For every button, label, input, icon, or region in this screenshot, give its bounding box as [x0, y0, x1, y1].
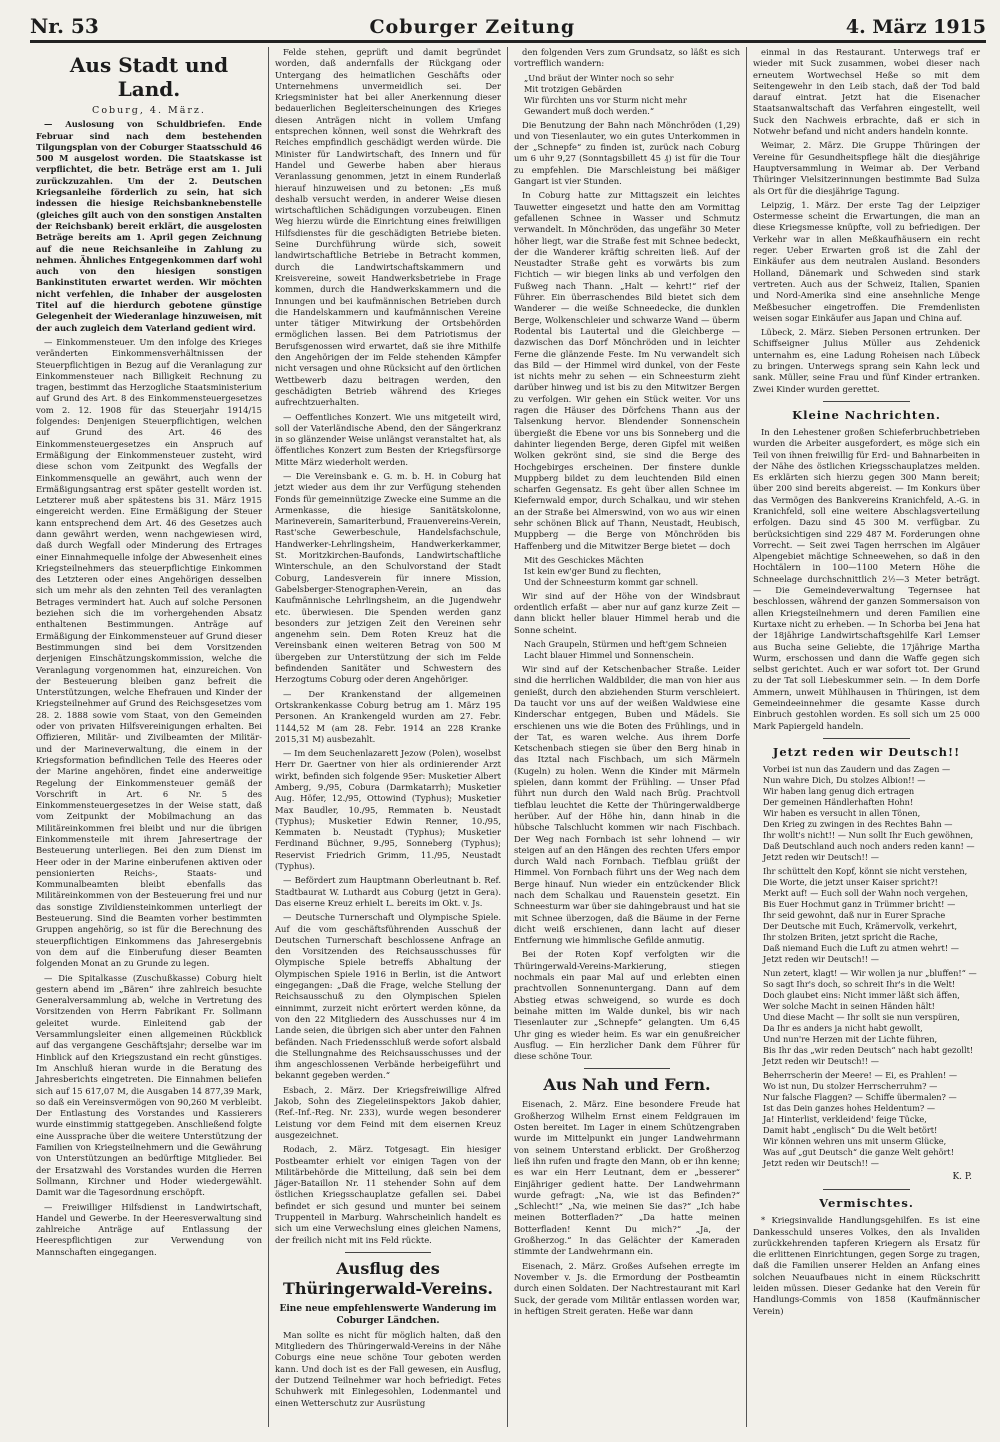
section-heading-ausflug: Ausflug des Thüringerwald-Vereins. [282, 1258, 493, 1298]
article-befoerdert: — Befördert zum Hauptmann Oberleutnant b. Ref. Stadtbaurat W. Luthardt aus Coburg (jetzt in Gera). Das eiserne Kreuz erhielt L. bereits im Okt. v. Js. [275, 875, 501, 908]
poem-title: Jetzt reden wir Deutsch!! [772, 744, 961, 759]
masthead [30, 12, 986, 38]
article-weimar: Weimar, 2. März. Die Gruppe Thüringen der Vereine für Gesundheitspflege hält die diesjährige Hauptversammlung in Weimar ab. Der Verband Thüringer Vielsitzerinnungen bestimmte Bad Sulza als Ort für die diesjährige Tagung. [753, 140, 980, 196]
section-heading-vermischtes: Vermischtes. [819, 1196, 914, 1211]
article-esbach: Esbach, 2. März. Der Kriegsfreiwillige Alfred Jakob, Sohn des Ziegeleiinspektors Jakob dahier, (Ref.-Inf.-Reg. Nr. 233), wurde wegen besonderer Leistung vor dem Feind mit dem eisernen Kreuz ausgezeichnet. [275, 1084, 501, 1140]
verse-line: Nur falsche Flaggen? — Schiffe übermalen? — [763, 1091, 957, 1102]
column-3 [508, 47, 747, 1427]
verse-line: Wer solche Macht in seinen Händen hält! [763, 1000, 935, 1011]
verse-line: Wir fürchten uns vor Sturm nicht mehr [524, 94, 687, 105]
verse-line: Und nun're Herzen mit der Lichte führen, [763, 1033, 938, 1044]
verse-winter [514, 73, 740, 117]
verse-line: Was auf „gut Deutsch“ die ganze Welt gehört! [763, 1146, 954, 1157]
verse-line: Der Deutsche mit Euch, Krämervolk, verkehrt, [763, 920, 958, 931]
section-heading-local: Aus Stadt und Land. [69, 53, 229, 101]
article-luebeck: Lübeck, 2. März. Sieben Personen ertrunken. Der Schiffseigner Julius Müller aus Zehdenick unternahm es, eine Ladung Roheisen nach Lübeck zu bringen. Unterwegs sprang sein Kahn leck und sank. Müller, seine Frau und fünf Kinder ertranken. Zwei Kinder wurden gerettet. [753, 327, 980, 394]
verse-line: Merkt auf! — Euch soll der Wahn noch vergehen, [763, 887, 969, 898]
verse-line: Den Krieg zu zwingen in des Rechtes Bahn — [763, 818, 953, 829]
poem-stanza-4 [753, 1070, 980, 1169]
verse-line: Ist kein ew'ger Bund zu flechten, [524, 565, 662, 576]
divider [823, 738, 909, 739]
article-ausflug-bahn: Die Benutzung der Bahn nach Mönchröden (1,29) und von Tiesenlauter, wo ein gutes Unterkommen in der „Schnepfe“ zu finden ist, zurück nach Coburg um 6 uhr 9,27 (Sonntagsbillett 45 ₰) ist für die Tour zu empfehlen. Die Marschleistung bei mäßiger Gangart ist vier Stunden. [514, 119, 740, 187]
column-2 [269, 47, 508, 1427]
verse-line: Ja! Hinterlist, verkleidend' feige Tücke, [763, 1113, 927, 1124]
article-eisenach-cont: einmal in das Restaurant. Unterwegs traf er wieder mit Suck zusammen, wobei dieser nach erneutem Wortwechsel Heße so mit dem Seitengewehr in den Leib stach, daß der Tod bald darauf eintrat. Jetzt hat die Eisenacher Staatsanwaltschaft das Verfahren eingestellt, weil Suck den Nachweis erbrachte, daß er sich in Notwehr befand und nicht anders handeln konnte. [753, 47, 980, 137]
divider [584, 1068, 670, 1069]
verse-line: Nun zetert, klagt! — Wir wollen ja nur „bluffen!“ — [763, 967, 977, 978]
verse-line: Ihr schüttelt den Kopf, könnt sie nicht verstehen, [763, 865, 968, 876]
verse-geschick [514, 555, 740, 588]
verse-line: Damit habt „englisch“ Du die Welt betört! [763, 1124, 938, 1135]
verse-line: Die Worte, die jetzt unser Kaiser spricht?! [763, 876, 938, 887]
section-heading-nah-fern: Aus Nah und Fern. [543, 1075, 711, 1095]
verse-line: Ihr stolzen Briten, jetzt spricht die Rache, [763, 931, 938, 942]
verse-line: Jetzt reden wir Deutsch!! — [763, 851, 879, 862]
verse-line: Und diese Macht — Ihr sollt sie nun verspüren, [763, 1011, 960, 1022]
verse-line: Ihr seid gewohnt, daß nur in Eurer Sprache [763, 909, 946, 920]
verse-line: So sagt Ihr's doch, so schreit Ihr's in die Welt! [763, 978, 956, 989]
verse-line: Wir haben es versucht in allen Tönen, [763, 807, 921, 818]
divider [823, 401, 909, 402]
article-ausflug-cont: den folgenden Vers zum Grundsatz, so läßt es sich vortrefflich wandern: [514, 47, 740, 69]
verse-line: Lacht blauer Himmel und Sonnenschein. [524, 650, 694, 661]
verse-line: Bis Ihr das „wir reden Deutsch“ nach habt gezollt! [763, 1044, 974, 1055]
poem-stanza-2 [753, 866, 980, 965]
verse-line: Jetzt reden wir Deutsch!! — [763, 953, 879, 964]
divider [345, 1252, 431, 1253]
page-columns [30, 47, 986, 1427]
article-spitalkasse: — Die Spitalkasse (Zuschußkasse) Coburg hielt gestern abend im „Bären“ ihre zahlreich besuchte Generalversammlung ab, welche in Vertretung des Vorsitzenden von Herrn Fabrikant Fr. Sollmann geleitet wurde. Einleitend gab der Versammlungsleiter einen allgemeinen Rückblick auf das vergangene Geschäftsjahr; derselbe war im Hinblick auf den Kriegszustand ein recht günstiges. Im Anschluß hieran wurde in die Beratung des Jahresberichts eingetreten. Die Einnahmen beliefen sich auf 15 617,07 M, die Ausgaben 14 877,39 Mark, so daß ein Vereinsvermögen von 90,260 M verbleibt. Der Entlastung des Vorstandes und Kassierers wurde einstimmig stattgegeben. Anschließend folgte eine Aussprache über die weitere Unterstützung der Familien von Kriegsteilnehmern und die Gewährung von Unterstützungen an bedürftige Mitglieder. Bei der Ersatzwahl des Vorstandes wurden die Herren Sollmann, Kirchner und Hoder wiedergewählt. Damit war die Tagesordnung erschöpft. [36, 972, 262, 1198]
poem-stanza-1 [753, 764, 980, 863]
verse-line: Mit trotzigen Gebärden [524, 83, 622, 94]
article-krankenstand: — Der Krankenstand der allgemeinen Ortskrankenkasse Coburg betrug am 1. März 195 Personen. An Krankengeld wurden am 27. Febr. 1144,52 M (am 28. Febr. 1914 an 228 Kranke 2015,31 M) ausbezahlt. [275, 688, 501, 744]
newspaper-title: Coburger Zeitung [369, 16, 576, 38]
article-eisenach-1: Eisenach, 2. März. Eine besondere Freude hat Großherzog Wilhelm Ernst einem Feldgrauen im Osten bereitet. Im Lager in einem Schützengraben wurde im Mittelpunkt ein junger Landwehrmann von seinem Unterstand erblickt. Der Großherzog ließ ihn rufen und fragte den Mann, ob er ihn kenne; es war ein Herr Leutnant, dem er „besserer“ Einjähriger gedient hatte. Der Landwehrmann wurde gefragt: „Na, wie ist das Befinden?“ „Schlecht!“ „Na, wie meinen Sie das?“ „Ich habe meinen Botterfladen?“ „Da hatte meinen Botterfladen! Kennt Du mich?“ „Ja, der Großherzog.“ In das Gelächter der Kameraden stimmte der Landwehrmann ein. [514, 1099, 740, 1257]
article-ausflug: Man sollte es nicht für möglich halten, daß den Mitgliedern des Thüringerwald-Vereins in der Nähe Coburgs eine neue schöne Tour geboten werden kann. Und doch ist es der Fall gewesen, ein Ausflug, der Dutzend Teilnehmer war hoch befriedigt. Fetes Schuhwerk mit Einlegesohlen, Lodenmantel und einen Wetterschutz zur Ausrüstung [275, 1329, 501, 1408]
article-ausflug-ende: Bei der Roten Kopf verfolgten wir die Thüringerwald-Vereins-Markierung, stiegen nochmals ein paar Mal auf und erlebten einen prachtvollen Sonnenuntergang. Dann auf dem Abstieg etwas schweigend, so wurde es doch beinahe mitten im Walde dunkel, bis wir nach Tiesenlauter zur „Schnepfe“ gelangten. Um 6,45 Uhr ging es wieder heim. Es war ein genußreicher Ausflug. — Ein herzlicher Dank dem Führer für diese schöne Tour. [514, 949, 740, 1062]
article-leipzig: Leipzig, 1. März. Der erste Tag der Leipziger Ostermesse scheint die Erwartungen, die man an diese Kriegsmesse knüpfte, voll zu befriedigen. Der Verkehr war in allen Meßkaufhäusern ein recht reger. Ueber Erwarten groß ist die Zahl der Einkäufer aus dem neutralen Ausland. Besonders Holland, Dänemark und Schweden sind stark vertreten. Auch aus der Schweiz, Italien, Spanien und Nord-Amerika sind eine ansehnliche Menge Meßbesucher eingetroffen. Die Fremdenlisten weisen sogar Einkäufer aus Japan und China auf. [753, 199, 980, 323]
section-heading-kleine-nachrichten: Kleine Nachrichten. [792, 407, 941, 422]
verse-line: Daß Deutschland auch noch anders reden kann! — [763, 840, 975, 851]
article-konzert: — Oeffentliches Konzert. Wie uns mitgeteilt wird, soll der Vaterländische Abend, den der Sängerkranz in so glänzender Weise unlängst veranstaltet hat, als öffentliches Konzert zum Besten der Kriegsfürsorge Mitte März wiederholt werden. [275, 411, 501, 467]
verse-line: Nun wahre Dich, Du stolzes Albion!! — [763, 774, 926, 785]
article-handlungsgehilfen: * Kriegsinvalide Handlungsgehilfen. Es ist eine Dankesschuld unseres Volkes, den als Invaliden zurückkehrenden tapferen Kriegern als Ersatz für die erlittenen Einrichtungen, gegen Sorge zu tragen, daß die Familien unserer Helden an Anfang eines solchen Neuaufbaues nicht in einem Rückschritt leiden müssen. Dieser Gedanke hat den Verein für Handlungs-Commis von 1858 (Kaufmännischer Verein) [753, 1215, 980, 1316]
dateline: Coburg, 4. März. [92, 105, 206, 116]
issue-number: Nr. 53 [30, 14, 99, 38]
verse-line: Vorbei ist nun das Zaudern und das Zagen — [763, 763, 951, 774]
divider [823, 1189, 909, 1190]
verse-line: Wir haben lang genug dich ertragen [763, 785, 915, 796]
verse-line: Wo ist nun, Du stolzer Herrscherruhm? — [763, 1080, 938, 1091]
verse-line: Ihr wollt's nicht!! — Nun sollt Ihr Euch gewöhnen, [763, 829, 974, 840]
article-schuldbriefe: — Auslosung von Schuldbriefen. Ende Februar sind nach dem bestehenden Tilgungsplan von der Coburger Staatsschuld 46 500 M ausgelost worden. Die Staatskasse ist verpflichtet, die betr. Beträge erst am 1. Juli zurückzuzahlen. Um der 2. Deutschen Kriegsanleihe förderlich zu sein, hat sich indessen die hiesige Reichsbanknebenstelle (gleiches gilt auch von den sonstigen Anstalten der Reichsbank) bereit erklärt, die ausgelosten Beträge bereits am 1. April gegen Zeichnung auf die neue Reichsanleihe in Zahlung zu nehmen. Ähnliches Entgegenkommen darf wohl auch von den hiesigen sonstigen Bankinstituten erwartet werden. Wir möchten nicht verfehlen, die Inhaber der ausgelosten Titel auf die hierdurch gebotene günstige Gelegenheit der Wiederanlage hinzuweisen, mit der auch zugleich dem Vaterland gedient wird. [36, 119, 262, 333]
verse-line: Ist das Dein ganzes hohes Heldentum? — [763, 1102, 936, 1113]
verse-graupeln [514, 639, 740, 661]
subheading-ausflug: Eine neue empfehlenswerte Wanderung im Coburger Ländchen. [279, 1303, 497, 1326]
article-hilfsdienst-cont: Felde stehen, geprüft und damit begründet worden, daß andernfalls der Rückgang oder Untergang des heimatlichen Geschäfts oder Unternehmens unvermeidlich sei. Der Kriegsminister hat bei aller Anerkennung dieser bedauerlichen Begleiterscheinungen des Krieges diesen Anträgen nicht in vollem Umfang entsprechen können, weil sonst die Wehrkraft des Reiches empfindlich geschädigt werden würde. Die Minister für Landwirtschaft, des Innern und für Handel und Gewerbe haben aber hieraus Veranlassung genommen, jetzt in einem Runderlaß hierauf hinzuweisen und zu betonen: „Es muß deshalb versucht werden, in anderer Weise diesen wirtschaftlichen Schädigungen vorzubeugen. Einen Weg hierzu würde die Einrichtung eines freiwilligen Hilfsdienstes für die geschädigten Betriebe bieten. Seine Durchführung würde sich, soweit landwirtschaftliche Betriebe in Betracht kommen, durch die Landwirtschaftskammern und Kreisvereine, soweit Handwerksbetriebe in Frage kommen, durch die Handwerkskammern und die Innungen und bei kaufmännischen Betrieben durch die Handelskammern und kaufmännischen Vereine unter tätiger Mitwirkung der Ortsbehörden ermöglichen lassen. Bei dem Patriotismus der Berufsgenossen wird erwartet, daß sie ihre Mithilfe den Angehörigen der im Felde stehenden Kämpfer nicht versagen und ohne Rücksicht auf den örtlichen Wettbewerb dazu beitragen werden, den geschädigten Betrieb während des Krieges aufrechtzuerhalten. [275, 47, 501, 408]
article-seuchenlazarett: — Im dem Seuchenlazarett Jezow (Polen), woselbst Herr Dr. Gaertner von hier als ordinierender Arzt wirkt, befinden sich folgende 95er: Musketier Albert Amberg, 9./95, Cobura (Darmkatarrh); Musketier Aug. Höfer, 12./95, Ottowind (Typhus); Musketier Max Baudler, 10./95, Remmaten b. Neustadt (Typhus); Musketier Edwin Renner, 10./95, Kemmaten b. Neustadt (Typhus); Musketier Ferdinand Büchner, 9./95, Sonneberg (Typhus); Reservist Friedrich Grimm, 11./95, Neustadt (Typhus). [275, 748, 501, 872]
article-vereinsbank: — Die Vereinsbank e. G. m. b. H. in Coburg hat jetzt wieder aus dem ihr zur Verfügung stehenden Fonds für gemeinnützige Zwecke eine Summe an die Armenkasse, die hiesige Sanitätskolonne, Marineverein, Samariterbund, Frauenvereins-Verein, Rast'sche Gewerbeschule, Handelsfachschule, Handwerker-Lehrlingsheim, Handwerkerkammer, St. Moritzkirchen-Baufonds, Landwirtschaftliche Winterschule, an den Schulvorstand der Stadt Coburg, Landesverein für innere Mission, Gabelsberger-Stenographen-Verein, an das Kaufmännische Lehrlingsheim, an die Jugendwehr etc. überwiesen. Die Spenden werden ganz besonders zur jetzigen Zeit den Vereinen sehr angenehm sein. Dem Roten Kreuz hat die Vereinsbank einen weiteren Betrag von 500 M übergeben zur Unterstützung der sich im Felde befindenden Sanitäter und Schwestern des Herzogtums Coburg oder deren Angehöriger. [275, 470, 501, 685]
verse-line: Und der Schneesturm kommt gar schnell. [524, 576, 699, 587]
poem-signature: K. P. [952, 1171, 972, 1182]
verse-line: Jetzt reden wir Deutsch!! — [763, 1055, 879, 1066]
verse-line: „Und bräut der Winter noch so sehr [524, 72, 674, 83]
verse-line: Mit des Geschickes Mächten [524, 554, 644, 565]
article-rodach: Rodach, 2. März. Totgesagt. Ein hiesiger Postbeamter erhielt vor einigen Tagen von der Militärbehörde die Mitteilung, daß sein bei dem Jäger-Bataillon Nr. 11 stehender Sohn auf dem östlichen Kriegsschauplatze gefallen sei. Dabei befindet er sich gesund und munter bei seinem Truppenteil in Marburg. Wahrscheinlich handelt es sich um eine Verwechslung eines gleichen Namens, der freilich nicht mit ins Feld rückte. [275, 1144, 501, 1245]
article-eisenach-2: Eisenach, 2. März. Großes Aufsehen erregte im November v. Js. die Ermordung der Postbeamtin durch einen Soldaten. Der Nachtrestaurant mit Karl Suck, der gerade vom Militär entlassen worden war, in heftigen Streit geraten. Heße war dann [514, 1260, 740, 1316]
verse-line: Gewandert muß doch werden.“ [524, 105, 655, 116]
article-ausflug-wald: Wir sind auf der Ketschenbacher Straße. Leider sind die herrlichen Waldbilder, die man von hier aus genießt, durch den abziehenden Sturm verschleiert. Da taucht vor uns auf der weißen Waldwiese eine Kinderschar entgegen, Buben und Mädels. Sie erschienen uns wie die Boten des Frühlings, und in der Tat, es waren welche. Aus ihrem Dorfe Ketschenbach stiegen sie über den Berg hinab in das Itztal nach Fischbach, um sich Märmeln (Kugeln) zu holen. Wenn die Kinder mit Märmeln spielen, dann kommt der Frühling. — Unser Pfad führt nun durch den Wald nach Brüg. Prachtvoll tiefblau leuchtet die Kette der Thüringerwaldberge herüber. Auf der Höhe hin, dann hinab in die hübsche Talschlucht kommen wir nach Fischbach. Der Weg nach Fornbach ist sehr lohnend — wir steigen auf an den Hängen des rechten Ufers empor durch Wald nach Fornbach. Tiefblau grüßt der Himmel. Von Fornbach führt uns der Weg nach dem Berge hinauf. Nun wieder ein entzückender Blick nach dem Schalkau und Rauenstein gesetzt. Ein Schneesturm war über sie dahingebraust und hat sie mit Schnee überzogen, daß die Bäume in der Ferne dicht weiß erschienen, dann lacht auf dieser Entfernung wie himmlische Gefilde anmutig. [514, 664, 740, 946]
article-ausflug-route: In Coburg hatte zur Mittagszeit ein leichtes Tauwetter eingesetzt und hatte den am Vormittag gefallenen Schnee in Wasser und Schmutz verwandelt. In Mönchröden, das ungefähr 30 Meter höher liegt, war die Straße fest mit Schnee bedeckt, der die Wanderer kräftig schreiten ließ. Auf der Neustadter Straße geht es vorwärts bis zum Fichtich — wir biegen links ab und verfolgen den Fußweg nach Thann. „Halt — kehrt!“ rief der Führer. Ein überraschendes Bild bietet sich dem Wanderer — die weiße Schneedecke, die dunklen Berge, Wolkenschleier und schwarze Wand — überm Rodental bis Lautertal und die Gleichberge — dazwischen das Dorf Mönchröden und in leichter Ferne die glänzende Feste. Im Nu verwandelt sich das Bild — der Himmel wird dunkel, von der Feste ist nichts mehr zu sehen — ein Schneesturm zieht darüber hinweg und ist bis zu den Mitwitzer Bergen zu verfolgen. Wir gehen ein Stück weiter. Vor uns ragen die Häuser des Dörfchens Thann aus der Talsenkung hervor. Blendender Sonnenschein übergießt die Ebene vor uns bis Sonneberg und die dahinter liegenden Berge, deren Gipfel mit weißen Wolken gekrönt sind, sie sind die Berge des Hochgebirges erscheinen. Der finstere dunkle Muppberg bildet zu dem leuchtenden Bild einen scharfen Gegensatz. Es geht über allen Schnee im Kiefernwald empor, durch Schalkau, und wir stehen an der Straße bei Almerswind, von wo aus wir einen sehr schönen Blick auf Thann, Neustadt, Heubisch, Muppberg — die Berge von Mönchröden bis Haffenberg und die Mitwitzer Berge bietet — doch [514, 190, 740, 551]
article-ausflug-hoehe: Wir sind auf der Höhe von der Windsbraut ordentlich erfaßt — aber nur auf ganz kurze Zeit — dann blickt heller blauer Himmel herab und die Sonne scheint. [514, 590, 740, 635]
verse-line: Bis Euer Hochmut ganz in Trümmer bricht! — [763, 898, 956, 909]
verse-line: Wir können wehren uns mit unserm Glücke, [763, 1135, 947, 1146]
masthead-rule [30, 40, 986, 43]
article-hilfsdienst: — Freiwilliger Hilfsdienst in Landwirtschaft, Handel und Gewerbe. In der Heeresverwaltung sind zahlreiche Anträge auf Entlassung der Heerespflichtigen zur Verwendung von Mannschaften eingegangen. [36, 1201, 262, 1257]
verse-line: Da Ihr es anders ja nicht habt gewollt, [763, 1022, 923, 1033]
poem-stanza-3 [753, 968, 980, 1067]
article-turnerschaft: — Deutsche Turnerschaft und Olympische Spiele. Auf die vom geschäftsführenden Ausschuß der Deutschen Turnerschaft beschlossene Anfrage an den Vorsitzenden des Reichsausschusses für Olympische Spiele betreffs Abhaltung der Olympischen Spiele 1916 in Berlin, ist die Antwort eingegangen: „Daß die Frage, welche Stellung der Reichsausschuß zu den Olympischen Spielen einnimmt, zurzeit nicht erörtert werden könne, da von den 22 Mitgliedern des Ausschusses nur 4 im Lande seien, die übrigen sich aber unter den Fahnen befänden. Nach Friedensschluß werde sofort alsbald die Stellungnahme des Reichsausschusses und der ihm angeschlossenen Verbände herbeigeführt und bekannt gegeben werden.“ [275, 912, 501, 1081]
verse-line: Daß niemand Euch die Luft zu atmen wehrt! — [763, 942, 959, 953]
column-1 [30, 47, 269, 1427]
article-kleine-nachrichten: In den Lehestener großen Schieferbruchbetrieben wurden die Arbeiter ausgefordert, es möge sich ein Teil von ihnen freiwillig für Erd- und Bahnarbeiten in der Nähe des östlichen Kriegsschauplatzes melden. Es erklärten sich hierzu gegen 300 Mann bereit; über 200 sind bereits abgereist. — Im Konkurs über das Vermögen des Bankvereins Kranichfeld, A.-G. in Kranichfeld, soll eine weitere Abschlagsverteilung erfolgen. Dazu sind 45 300 M. verfügbar. Zu berücksichtigen sind 229 487 M. Forderungen ohne Vorrecht. — Seit zwei Tagen herrschen im Algäuer Alpengebiet mächtige Schneewehen, so daß in den Hochtälern in 100—1100 Metern Höhe die Schneelage durchschnittlich 2½—3 Meter beträgt. — Die Gemeindeverwaltung Tegernsee hat beschlossen, während der ganzen Sommersaison von allen Kriegsteilnehmern und deren Familien eine Kurtaxe nicht zu erheben. — In Schorba bei Jena hat der 18jährige Landwirtschaftsgehilfe Karl Lemser aus Bucha seine Geliebte, die 17jährige Martha Wurm, erschossen und dann die Waffe gegen sich selbst gerichtet. Auch er war sofort tot. Der Grund zu der Tat soll Liebeskummer sein. — In dem Dorfe Ammern, unweit Mühlhausen in Thüringen, ist dem Gemeindeeinnehmer die gesamte Kasse durch Einbruch gestohlen worden. Es soll sich um 25 000 Mark Papiergeld handeln. [753, 426, 980, 731]
verse-line: Doch glaubet eins: Nicht immer läßt sich äffen, [763, 989, 960, 1000]
verse-line: Beherrscherin der Meere! — Ei, es Prahlen! — [763, 1069, 958, 1080]
article-einkommensteuer: — Einkommensteuer. Um den infolge des Krieges veränderten Einkommensverhältnissen der Steuerpflichtigen in Bezug auf die Veranlagung zur Einkommensteuer nach Billigkeit Rechnung zu tragen, bestimmt das Herzogliche Staatsministerium auf Grund des Art. 8 des Einkommensteuergesetzes vom 2. 12. 1908 für das Steuerjahr 1914/15 folgendes: Denjenigen Steuerpflichtigen, welchen auf Grund des Art. 46 des Einkommensteuergesetzes ein Anspruch auf Ermäßigung der Einkommensteuer zusteht, wird diese schon vom Zeitpunkt des Wegfalls der Einkommensquelle an gewährt, auch wenn der Ermäßigungsantrag erst später gestellt worden ist. Letzterer muß aber spätestens bis 31. März 1915 eingereicht werden. Eine Ermäßigung der Steuer kann entsprechend dem Art. 46 des Gesetzes auch dann gewährt werden, wenn nachgewiesen wird, daß durch Wegfall oder Minderung des Ertrages einer Einnahmequelle infolge der Abwesenheit eines Kriegsteilnehmers das steuerpflichtige Einkommen des Letzteren oder eines Angehörigen desselben sich um mehr als den zehnten Teil des veranlagten Betrages vermindert hat. Auch auf solche Personen beziehen sich die im vorhergehenden Absatz enthaltenen Bestimmungen. Anträge auf Ermäßigung der Einkommensteuer auf Grund dieser Bestimmungen sind bei dem Vorsitzenden derjenigen Einschätzungskommission, welche die Veranlagung vorgenommen hat, einzureichen. Von der Besteuerung bleiben ganz befreit die Unterstützungen, welche Ehefrauen und Kinder der Kriegsteilnehmer auf Grund des Reichsgesetzes vom 28. 2. 1888 sowie vom Staat, von den Gemeinden oder von privaten Hilfsvereinigungen erhalten. Bei Offizieren, Militär- und Zivilbeamten der Militär- und der Marineverwaltung, die einem in der Kriegsformation befindlichen Teile des Heeres oder der Marine angehören, findet eine anderweitige Regelung der Einkommensteuer gemäß der Vorschrift in Art. 6 Nr. 5 des Einkommensteuergesetzes in der Weise statt, daß vom Zeitpunkt der Mobilmachung an das Militäreinkommen frei bleibt und nur die übrigen Einkommensteile mit ihrem Jahresertrage der Besteuerung unterliegen. Bei den zum Dienst im Heer oder in der Marine einberufenen aktiven oder pensionierten Reichs-, Staats- und Kommunalbeamten bleibt ebenfalls das Militäreinkommen von der Besteuerung frei und nur das sonstige Zivildiensteinkommen unterliegt der Besteuerung. Sind die Beamten vorher bestimmten Gruppen angehörig, so ist für die Berechnung des steuerpflichtigen Einkommens das Jahresergebnis von dem auf die Einberufung dieser Beamten folgenden Monat an zu Grunde zu legen. [36, 336, 262, 969]
verse-line: Nach Graupeln, Stürmen und heft'gem Schneien [524, 639, 727, 650]
verse-line: Jetzt reden wir Deutsch!! — [763, 1157, 879, 1168]
column-4 [747, 47, 986, 1427]
verse-line: Der gemeinen Händlerhaften Hohn! [763, 796, 914, 807]
issue-date: 4. März 1915 [845, 16, 986, 38]
